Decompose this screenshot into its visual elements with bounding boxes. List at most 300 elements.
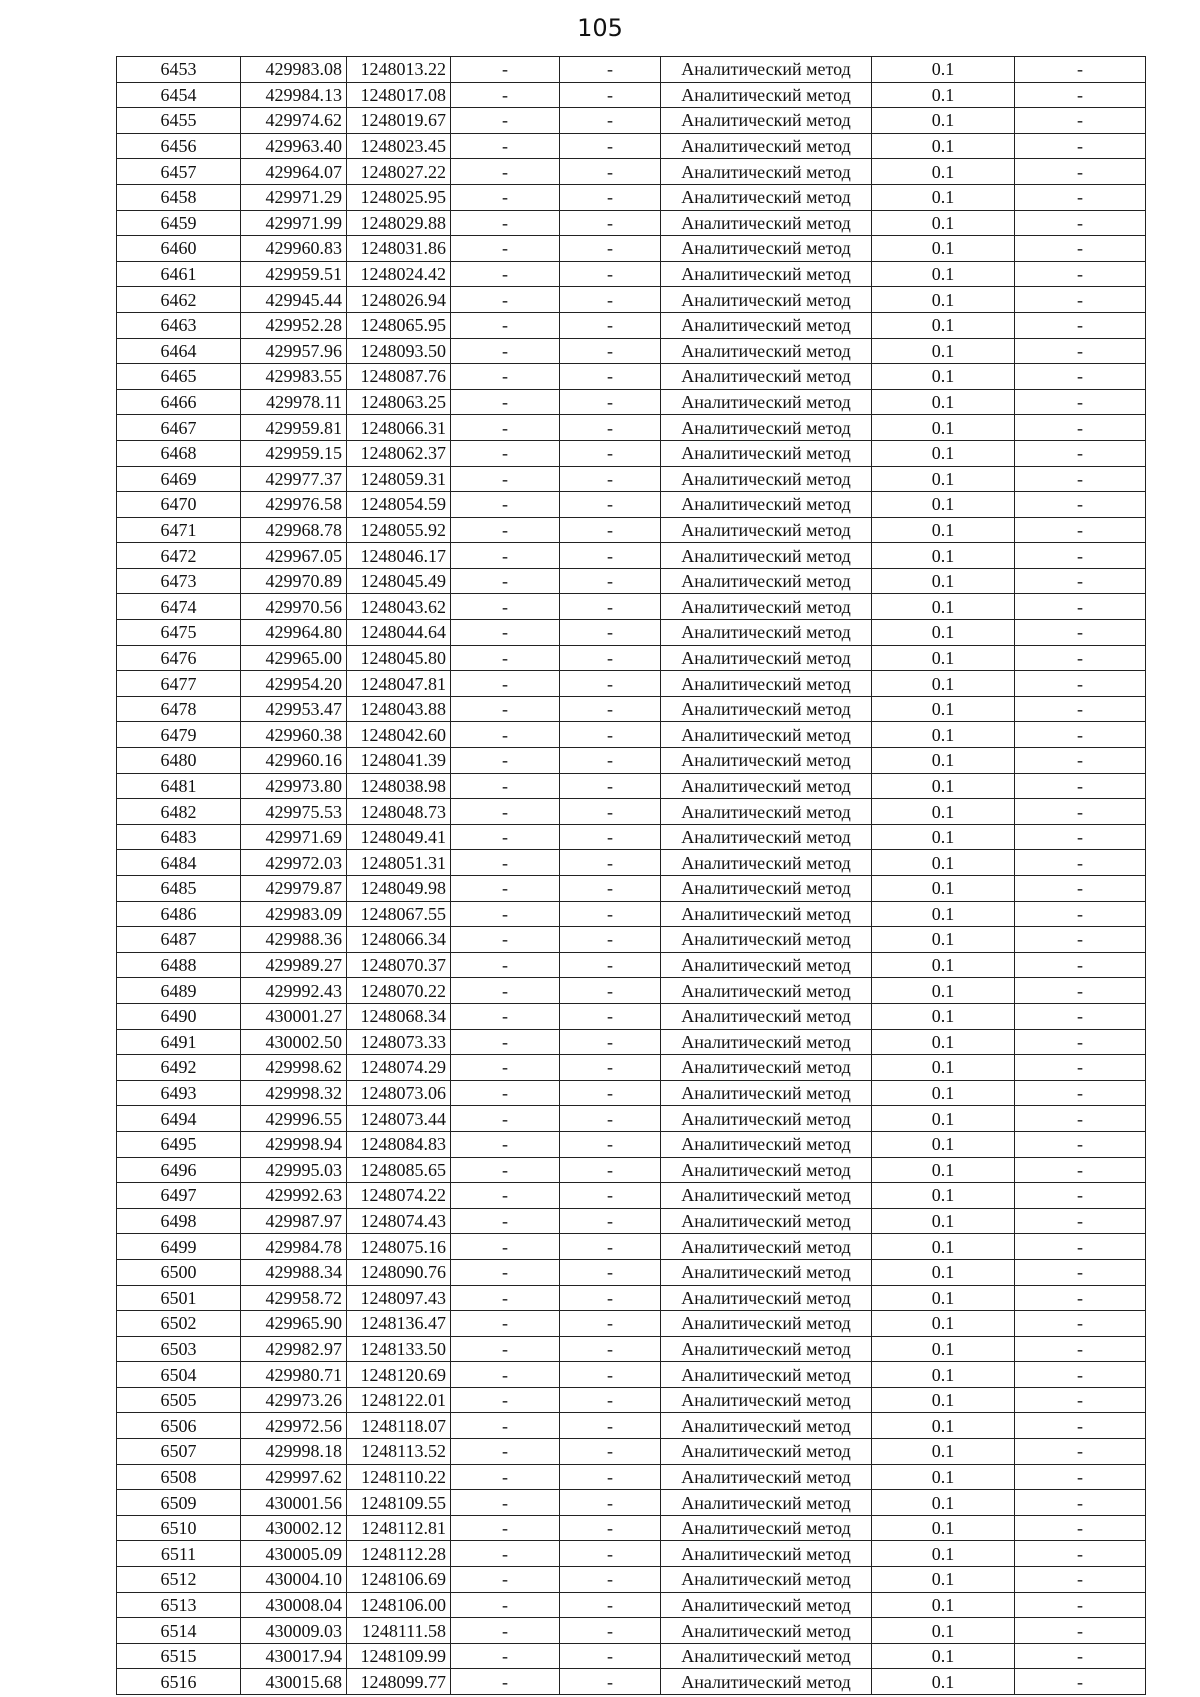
y-coordinate-cell: 1248112.28: [347, 1541, 451, 1567]
table-row: [117, 1643, 1146, 1669]
y-coordinate-cell: 1248084.83: [347, 1131, 451, 1157]
dash-cell-c: -: [1015, 517, 1146, 543]
dash-cell-c: -: [1015, 773, 1146, 799]
dash-cell-a: -: [451, 184, 560, 210]
accuracy-cell: 0.1: [872, 415, 1015, 441]
accuracy-cell: 0.1: [872, 1490, 1015, 1516]
method-cell: Аналитический метод: [661, 850, 872, 876]
dash-cell-c: -: [1015, 364, 1146, 390]
accuracy-cell: 0.1: [872, 133, 1015, 159]
dash-cell-a: -: [451, 338, 560, 364]
dash-cell-b: -: [560, 1336, 661, 1362]
dash-cell-b: -: [560, 1592, 661, 1618]
point-number-cell: 6512: [117, 1567, 241, 1593]
dash-cell-a: -: [451, 645, 560, 671]
accuracy-cell: 0.1: [872, 978, 1015, 1004]
x-coordinate-cell: 429987.97: [241, 1208, 347, 1234]
dash-cell-c: -: [1015, 1029, 1146, 1055]
table-row: [117, 1285, 1146, 1311]
dash-cell-c: -: [1015, 696, 1146, 722]
x-coordinate-cell: 429989.27: [241, 952, 347, 978]
dash-cell-c: -: [1015, 1439, 1146, 1465]
dash-cell-a: -: [451, 1541, 560, 1567]
dash-cell-c: -: [1015, 1259, 1146, 1285]
accuracy-cell: 0.1: [872, 901, 1015, 927]
table-row: [117, 184, 1146, 210]
table-row: [117, 824, 1146, 850]
table-row: [117, 978, 1146, 1004]
dash-cell-a: -: [451, 133, 560, 159]
method-cell: Аналитический метод: [661, 312, 872, 338]
y-coordinate-cell: 1248048.73: [347, 799, 451, 825]
point-number-cell: 6478: [117, 696, 241, 722]
dash-cell-a: -: [451, 159, 560, 185]
y-coordinate-cell: 1248044.64: [347, 620, 451, 646]
x-coordinate-cell: 429982.97: [241, 1336, 347, 1362]
accuracy-cell: 0.1: [872, 184, 1015, 210]
dash-cell-b: -: [560, 799, 661, 825]
dash-cell-c: -: [1015, 1362, 1146, 1388]
x-coordinate-cell: 429959.51: [241, 261, 347, 287]
point-number-cell: 6456: [117, 133, 241, 159]
dash-cell-a: -: [451, 1029, 560, 1055]
table-row: [117, 696, 1146, 722]
accuracy-cell: 0.1: [872, 799, 1015, 825]
dash-cell-a: -: [451, 312, 560, 338]
y-coordinate-cell: 1248087.76: [347, 364, 451, 390]
x-coordinate-cell: 430017.94: [241, 1643, 347, 1669]
point-number-cell: 6504: [117, 1362, 241, 1388]
dash-cell-b: -: [560, 1003, 661, 1029]
dash-cell-b: -: [560, 1080, 661, 1106]
y-coordinate-cell: 1248027.22: [347, 159, 451, 185]
dash-cell-b: -: [560, 210, 661, 236]
dash-cell-b: -: [560, 696, 661, 722]
dash-cell-c: -: [1015, 1131, 1146, 1157]
point-number-cell: 6480: [117, 748, 241, 774]
x-coordinate-cell: 429973.80: [241, 773, 347, 799]
point-number-cell: 6483: [117, 824, 241, 850]
y-coordinate-cell: 1248065.95: [347, 312, 451, 338]
method-cell: Аналитический метод: [661, 1541, 872, 1567]
table-row: [117, 287, 1146, 313]
accuracy-cell: 0.1: [872, 952, 1015, 978]
method-cell: Аналитический метод: [661, 415, 872, 441]
y-coordinate-cell: 1248097.43: [347, 1285, 451, 1311]
dash-cell-a: -: [451, 57, 560, 83]
method-cell: Аналитический метод: [661, 287, 872, 313]
y-coordinate-cell: 1248106.69: [347, 1567, 451, 1593]
accuracy-cell: 0.1: [872, 543, 1015, 569]
method-cell: Аналитический метод: [661, 952, 872, 978]
accuracy-cell: 0.1: [872, 1362, 1015, 1388]
y-coordinate-cell: 1248090.76: [347, 1259, 451, 1285]
dash-cell-c: -: [1015, 1567, 1146, 1593]
x-coordinate-cell: 429975.53: [241, 799, 347, 825]
dash-cell-b: -: [560, 82, 661, 108]
dash-cell-c: -: [1015, 415, 1146, 441]
accuracy-cell: 0.1: [872, 1643, 1015, 1669]
dash-cell-c: -: [1015, 1618, 1146, 1644]
dash-cell-b: -: [560, 517, 661, 543]
y-coordinate-cell: 1248073.44: [347, 1106, 451, 1132]
table-row: [117, 312, 1146, 338]
accuracy-cell: 0.1: [872, 824, 1015, 850]
table-row: [117, 927, 1146, 953]
method-cell: Аналитический метод: [661, 543, 872, 569]
x-coordinate-cell: 429967.05: [241, 543, 347, 569]
x-coordinate-cell: 429971.29: [241, 184, 347, 210]
x-coordinate-cell: 429983.08: [241, 57, 347, 83]
point-number-cell: 6463: [117, 312, 241, 338]
y-coordinate-cell: 1248099.77: [347, 1669, 451, 1695]
y-coordinate-cell: 1248075.16: [347, 1234, 451, 1260]
method-cell: Аналитический метод: [661, 824, 872, 850]
dash-cell-c: -: [1015, 1336, 1146, 1362]
y-coordinate-cell: 1248073.33: [347, 1029, 451, 1055]
table-row: [117, 1003, 1146, 1029]
dash-cell-c: -: [1015, 159, 1146, 185]
method-cell: Аналитический метод: [661, 927, 872, 953]
dash-cell-a: -: [451, 594, 560, 620]
dash-cell-c: -: [1015, 568, 1146, 594]
point-number-cell: 6476: [117, 645, 241, 671]
point-number-cell: 6488: [117, 952, 241, 978]
dash-cell-c: -: [1015, 748, 1146, 774]
table-row: [117, 1439, 1146, 1465]
accuracy-cell: 0.1: [872, 364, 1015, 390]
method-cell: Аналитический метод: [661, 1234, 872, 1260]
x-coordinate-cell: 429959.81: [241, 415, 347, 441]
x-coordinate-cell: 429958.72: [241, 1285, 347, 1311]
y-coordinate-cell: 1248068.34: [347, 1003, 451, 1029]
table-row: [117, 1669, 1146, 1695]
dash-cell-a: -: [451, 82, 560, 108]
method-cell: Аналитический метод: [661, 389, 872, 415]
accuracy-cell: 0.1: [872, 594, 1015, 620]
y-coordinate-cell: 1248024.42: [347, 261, 451, 287]
method-cell: Аналитический метод: [661, 1259, 872, 1285]
point-number-cell: 6477: [117, 671, 241, 697]
table-row: [117, 1234, 1146, 1260]
x-coordinate-cell: 430004.10: [241, 1567, 347, 1593]
method-cell: Аналитический метод: [661, 1413, 872, 1439]
dash-cell-b: -: [560, 876, 661, 902]
point-number-cell: 6494: [117, 1106, 241, 1132]
point-number-cell: 6485: [117, 876, 241, 902]
accuracy-cell: 0.1: [872, 1055, 1015, 1081]
table-row: [117, 1515, 1146, 1541]
dash-cell-c: -: [1015, 1464, 1146, 1490]
method-cell: Аналитический метод: [661, 1131, 872, 1157]
dash-cell-a: -: [451, 1669, 560, 1695]
dash-cell-a: -: [451, 1592, 560, 1618]
dash-cell-a: -: [451, 1259, 560, 1285]
method-cell: Аналитический метод: [661, 1643, 872, 1669]
y-coordinate-cell: 1248054.59: [347, 492, 451, 518]
dash-cell-b: -: [560, 261, 661, 287]
table-row: [117, 722, 1146, 748]
x-coordinate-cell: 430001.56: [241, 1490, 347, 1516]
method-cell: Аналитический метод: [661, 1439, 872, 1465]
dash-cell-a: -: [451, 1515, 560, 1541]
accuracy-cell: 0.1: [872, 1336, 1015, 1362]
dash-cell-b: -: [560, 1285, 661, 1311]
table-row: [117, 261, 1146, 287]
accuracy-cell: 0.1: [872, 236, 1015, 262]
dash-cell-a: -: [451, 1183, 560, 1209]
dash-cell-b: -: [560, 671, 661, 697]
dash-cell-a: -: [451, 1464, 560, 1490]
point-number-cell: 6503: [117, 1336, 241, 1362]
dash-cell-c: -: [1015, 671, 1146, 697]
dash-cell-c: -: [1015, 1106, 1146, 1132]
dash-cell-a: -: [451, 364, 560, 390]
point-number-cell: 6457: [117, 159, 241, 185]
point-number-cell: 6491: [117, 1029, 241, 1055]
dash-cell-c: -: [1015, 1311, 1146, 1337]
table-row: [117, 1259, 1146, 1285]
dash-cell-b: -: [560, 1567, 661, 1593]
method-cell: Аналитический метод: [661, 1490, 872, 1516]
dash-cell-a: -: [451, 415, 560, 441]
table-row: [117, 1592, 1146, 1618]
page-number: 105: [577, 14, 623, 42]
dash-cell-b: -: [560, 312, 661, 338]
dash-cell-c: -: [1015, 1643, 1146, 1669]
dash-cell-a: -: [451, 1106, 560, 1132]
y-coordinate-cell: 1248017.08: [347, 82, 451, 108]
dash-cell-b: -: [560, 1643, 661, 1669]
method-cell: Аналитический метод: [661, 978, 872, 1004]
y-coordinate-cell: 1248073.06: [347, 1080, 451, 1106]
dash-cell-c: -: [1015, 492, 1146, 518]
dash-cell-b: -: [560, 1311, 661, 1337]
dash-cell-b: -: [560, 748, 661, 774]
x-coordinate-cell: 429971.69: [241, 824, 347, 850]
point-number-cell: 6496: [117, 1157, 241, 1183]
method-cell: Аналитический метод: [661, 261, 872, 287]
y-coordinate-cell: 1248059.31: [347, 466, 451, 492]
table-row: [117, 1208, 1146, 1234]
accuracy-cell: 0.1: [872, 1541, 1015, 1567]
y-coordinate-cell: 1248026.94: [347, 287, 451, 313]
dash-cell-a: -: [451, 568, 560, 594]
accuracy-cell: 0.1: [872, 1208, 1015, 1234]
table-row: [117, 645, 1146, 671]
dash-cell-b: -: [560, 978, 661, 1004]
table-row: [117, 1567, 1146, 1593]
accuracy-cell: 0.1: [872, 1387, 1015, 1413]
x-coordinate-cell: 429945.44: [241, 287, 347, 313]
accuracy-cell: 0.1: [872, 1592, 1015, 1618]
dash-cell-a: -: [451, 850, 560, 876]
accuracy-cell: 0.1: [872, 517, 1015, 543]
dash-cell-b: -: [560, 133, 661, 159]
table-row: [117, 466, 1146, 492]
dash-cell-a: -: [451, 1311, 560, 1337]
y-coordinate-cell: 1248049.98: [347, 876, 451, 902]
point-number-cell: 6479: [117, 722, 241, 748]
accuracy-cell: 0.1: [872, 1285, 1015, 1311]
dash-cell-c: -: [1015, 799, 1146, 825]
table-row: [117, 1131, 1146, 1157]
table-row: [117, 1311, 1146, 1337]
y-coordinate-cell: 1248023.45: [347, 133, 451, 159]
method-cell: Аналитический метод: [661, 1311, 872, 1337]
method-cell: Аналитический метод: [661, 82, 872, 108]
x-coordinate-cell: 429971.99: [241, 210, 347, 236]
table-row: [117, 210, 1146, 236]
point-number-cell: 6473: [117, 568, 241, 594]
y-coordinate-cell: 1248093.50: [347, 338, 451, 364]
dash-cell-c: -: [1015, 440, 1146, 466]
accuracy-cell: 0.1: [872, 1157, 1015, 1183]
dash-cell-a: -: [451, 1080, 560, 1106]
table-row: [117, 1106, 1146, 1132]
method-cell: Аналитический метод: [661, 466, 872, 492]
x-coordinate-cell: 429995.03: [241, 1157, 347, 1183]
y-coordinate-cell: 1248063.25: [347, 389, 451, 415]
coordinates-table: [116, 56, 1146, 1695]
dash-cell-c: -: [1015, 543, 1146, 569]
dash-cell-a: -: [451, 492, 560, 518]
y-coordinate-cell: 1248042.60: [347, 722, 451, 748]
table-body: [117, 57, 1146, 1695]
dash-cell-a: -: [451, 620, 560, 646]
dash-cell-b: -: [560, 850, 661, 876]
point-number-cell: 6506: [117, 1413, 241, 1439]
dash-cell-c: -: [1015, 1490, 1146, 1516]
y-coordinate-cell: 1248045.49: [347, 568, 451, 594]
dash-cell-c: -: [1015, 978, 1146, 1004]
accuracy-cell: 0.1: [872, 645, 1015, 671]
table-row: [117, 799, 1146, 825]
x-coordinate-cell: 429968.78: [241, 517, 347, 543]
x-coordinate-cell: 429988.36: [241, 927, 347, 953]
x-coordinate-cell: 429996.55: [241, 1106, 347, 1132]
table-row: [117, 850, 1146, 876]
dash-cell-a: -: [451, 108, 560, 134]
table-row: [117, 901, 1146, 927]
dash-cell-b: -: [560, 1541, 661, 1567]
x-coordinate-cell: 430002.50: [241, 1029, 347, 1055]
x-coordinate-cell: 429984.78: [241, 1234, 347, 1260]
table-row: [117, 1055, 1146, 1081]
dash-cell-a: -: [451, 1208, 560, 1234]
table-row: [117, 952, 1146, 978]
dash-cell-b: -: [560, 645, 661, 671]
method-cell: Аналитический метод: [661, 1029, 872, 1055]
accuracy-cell: 0.1: [872, 748, 1015, 774]
dash-cell-c: -: [1015, 927, 1146, 953]
x-coordinate-cell: 429965.00: [241, 645, 347, 671]
x-coordinate-cell: 430008.04: [241, 1592, 347, 1618]
dash-cell-c: -: [1015, 133, 1146, 159]
table-row: [117, 517, 1146, 543]
table-row: [117, 108, 1146, 134]
x-coordinate-cell: 429974.62: [241, 108, 347, 134]
y-coordinate-cell: 1248067.55: [347, 901, 451, 927]
table-row: [117, 1362, 1146, 1388]
point-number-cell: 6490: [117, 1003, 241, 1029]
method-cell: Аналитический метод: [661, 1080, 872, 1106]
dash-cell-b: -: [560, 389, 661, 415]
table-row: [117, 1183, 1146, 1209]
accuracy-cell: 0.1: [872, 671, 1015, 697]
point-number-cell: 6467: [117, 415, 241, 441]
y-coordinate-cell: 1248038.98: [347, 773, 451, 799]
method-cell: Аналитический метод: [661, 901, 872, 927]
accuracy-cell: 0.1: [872, 1567, 1015, 1593]
point-number-cell: 6469: [117, 466, 241, 492]
dash-cell-a: -: [451, 1618, 560, 1644]
point-number-cell: 6454: [117, 82, 241, 108]
dash-cell-b: -: [560, 824, 661, 850]
dash-cell-c: -: [1015, 389, 1146, 415]
method-cell: Аналитический метод: [661, 517, 872, 543]
method-cell: Аналитический метод: [661, 1669, 872, 1695]
dash-cell-a: -: [451, 1234, 560, 1260]
method-cell: Аналитический метод: [661, 696, 872, 722]
dash-cell-c: -: [1015, 1285, 1146, 1311]
accuracy-cell: 0.1: [872, 568, 1015, 594]
accuracy-cell: 0.1: [872, 492, 1015, 518]
accuracy-cell: 0.1: [872, 876, 1015, 902]
dash-cell-c: -: [1015, 1669, 1146, 1695]
point-number-cell: 6499: [117, 1234, 241, 1260]
table-row: [117, 748, 1146, 774]
dash-cell-b: -: [560, 1055, 661, 1081]
accuracy-cell: 0.1: [872, 261, 1015, 287]
method-cell: Аналитический метод: [661, 799, 872, 825]
table-row: [117, 57, 1146, 83]
y-coordinate-cell: 1248051.31: [347, 850, 451, 876]
method-cell: Аналитический метод: [661, 236, 872, 262]
dash-cell-c: -: [1015, 210, 1146, 236]
y-coordinate-cell: 1248066.34: [347, 927, 451, 953]
x-coordinate-cell: 429965.90: [241, 1311, 347, 1337]
x-coordinate-cell: 429997.62: [241, 1464, 347, 1490]
point-number-cell: 6475: [117, 620, 241, 646]
y-coordinate-cell: 1248120.69: [347, 1362, 451, 1388]
dash-cell-b: -: [560, 338, 661, 364]
method-cell: Аналитический метод: [661, 1567, 872, 1593]
dash-cell-b: -: [560, 1669, 661, 1695]
point-number-cell: 6497: [117, 1183, 241, 1209]
table-row: [117, 82, 1146, 108]
dash-cell-a: -: [451, 799, 560, 825]
y-coordinate-cell: 1248109.99: [347, 1643, 451, 1669]
y-coordinate-cell: 1248055.92: [347, 517, 451, 543]
y-coordinate-cell: 1248113.52: [347, 1439, 451, 1465]
table-row: [117, 1618, 1146, 1644]
x-coordinate-cell: 429998.62: [241, 1055, 347, 1081]
y-coordinate-cell: 1248031.86: [347, 236, 451, 262]
dash-cell-b: -: [560, 1208, 661, 1234]
point-number-cell: 6500: [117, 1259, 241, 1285]
method-cell: Аналитический метод: [661, 159, 872, 185]
accuracy-cell: 0.1: [872, 1464, 1015, 1490]
dash-cell-a: -: [451, 927, 560, 953]
y-coordinate-cell: 1248045.80: [347, 645, 451, 671]
accuracy-cell: 0.1: [872, 1234, 1015, 1260]
dash-cell-a: -: [451, 1003, 560, 1029]
dash-cell-b: -: [560, 1490, 661, 1516]
y-coordinate-cell: 1248109.55: [347, 1490, 451, 1516]
point-number-cell: 6505: [117, 1387, 241, 1413]
x-coordinate-cell: 429953.47: [241, 696, 347, 722]
